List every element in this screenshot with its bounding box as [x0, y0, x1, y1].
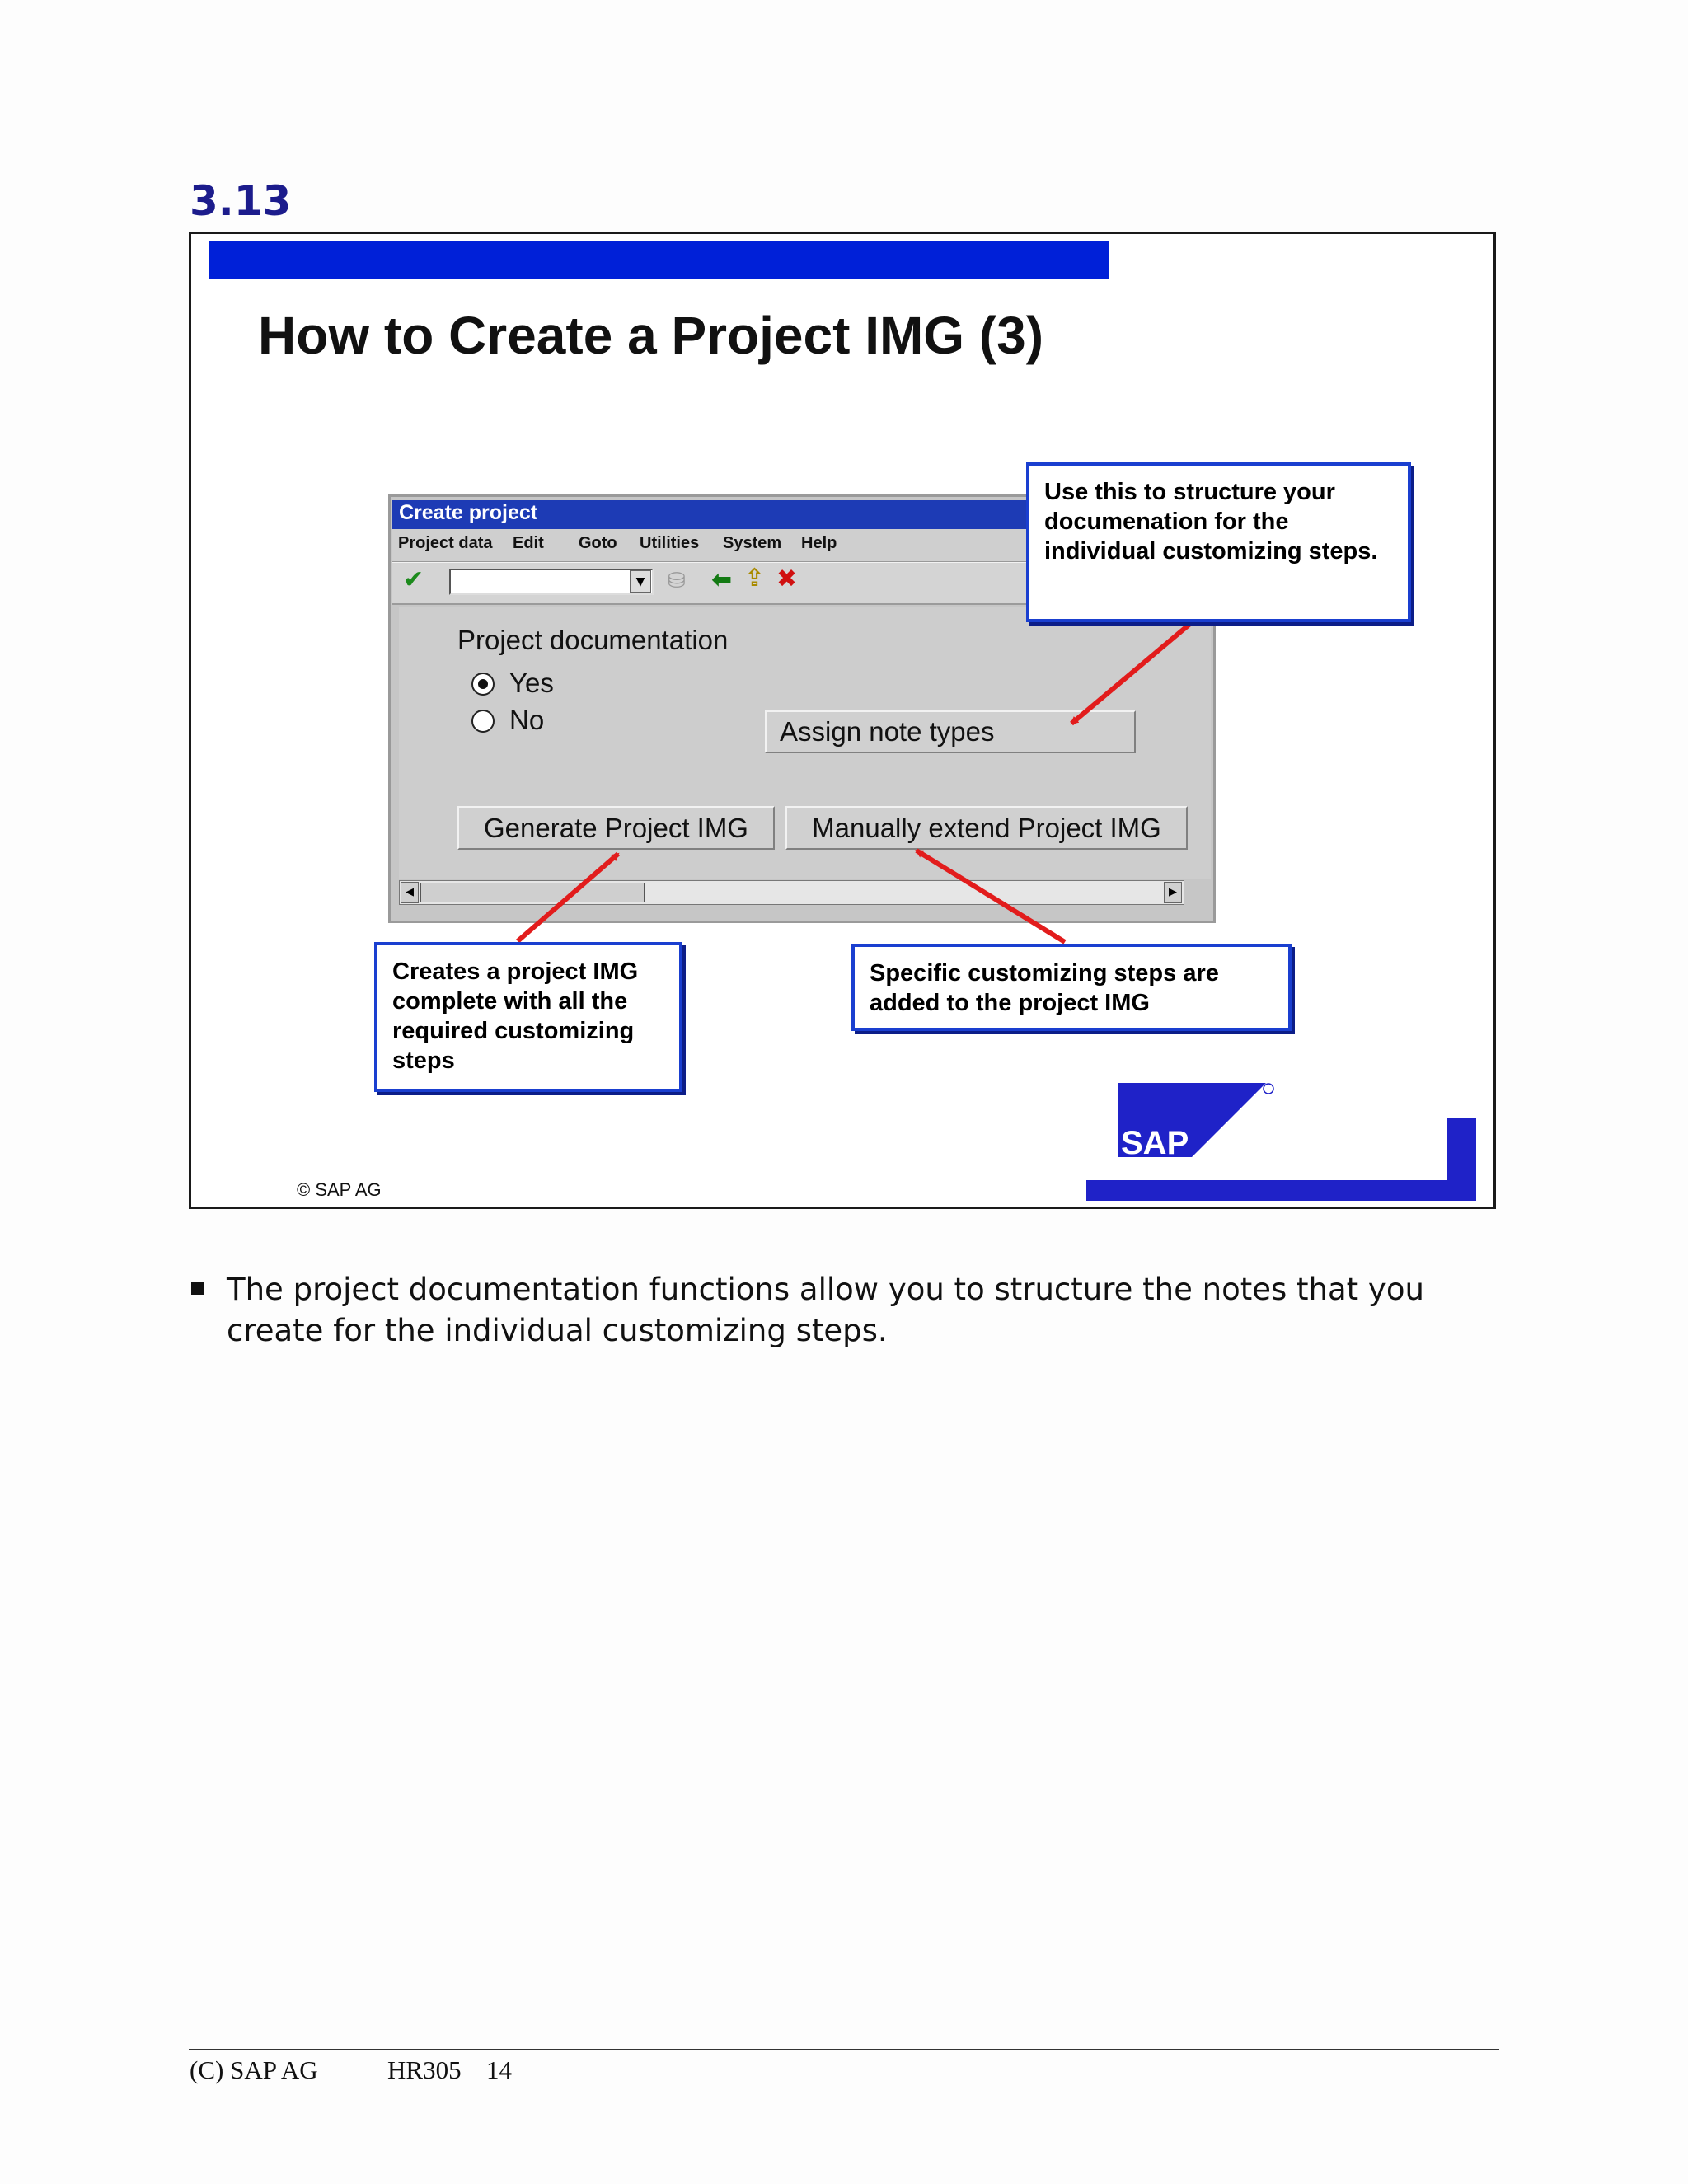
- exit-icon[interactable]: ⇪: [744, 564, 766, 593]
- checkmark-icon[interactable]: ✔: [403, 565, 424, 594]
- section-number: 3.13: [190, 177, 292, 225]
- arrow-to-generate: [518, 854, 618, 941]
- window-title: Create project: [399, 501, 538, 524]
- menu-utilities[interactable]: Utilities: [640, 534, 700, 552]
- scroll-left-icon[interactable]: ◀: [401, 882, 419, 903]
- slide-corner-bar-horizontal: [1086, 1180, 1476, 1201]
- menu-project-data[interactable]: Project data: [398, 534, 493, 552]
- footer-divider: [189, 2049, 1499, 2050]
- project-documentation-label: Project documentation: [457, 625, 729, 655]
- callout-assign-note-types: Use this to structure your documenation for the individual customizing steps.: [1026, 462, 1411, 622]
- cancel-icon[interactable]: ✖: [776, 565, 798, 593]
- back-icon[interactable]: ⬅: [711, 565, 733, 594]
- slide-title: How to Create a Project IMG (3): [258, 306, 1044, 365]
- slide-copyright: © SAP AG: [297, 1179, 382, 1200]
- generate-project-img-button[interactable]: Generate Project IMG: [457, 806, 775, 850]
- radio-no-label: No: [509, 705, 545, 735]
- arrow-to-extend: [917, 851, 1065, 942]
- bullet-icon: [191, 1282, 204, 1295]
- logo-text: SAP: [1121, 1125, 1189, 1159]
- footer-page-number: 14: [486, 2055, 512, 2084]
- scroll-right-icon[interactable]: ▶: [1164, 882, 1182, 903]
- menu-goto[interactable]: Goto: [579, 534, 617, 552]
- callout-manually-extend: Specific customizing steps are added to the project IMG: [851, 944, 1292, 1031]
- body-paragraph: The project documentation functions allow you to structure the notes that you create for the individual customizing steps.: [227, 1272, 1424, 1348]
- footer-course: HR305: [387, 2055, 462, 2084]
- callout-generate-project-img: Creates a project IMG complete with all the required customizing steps: [374, 942, 682, 1092]
- arrow-to-assign: [1071, 623, 1191, 724]
- assign-note-types-button[interactable]: Assign note types: [765, 710, 1136, 753]
- radio-yes-label: Yes: [509, 668, 554, 698]
- footer-copyright: (C) SAP AG: [190, 2055, 318, 2084]
- manually-extend-project-img-button[interactable]: Manually extend Project IMG: [785, 806, 1188, 850]
- sap-logo: [1118, 1081, 1274, 1159]
- save-icon[interactable]: ⛁: [668, 569, 686, 593]
- menu-system[interactable]: System: [723, 534, 782, 552]
- command-dropdown-icon[interactable]: ▼: [630, 570, 651, 593]
- menu-help[interactable]: Help: [801, 534, 837, 552]
- menu-edit[interactable]: Edit: [513, 534, 544, 552]
